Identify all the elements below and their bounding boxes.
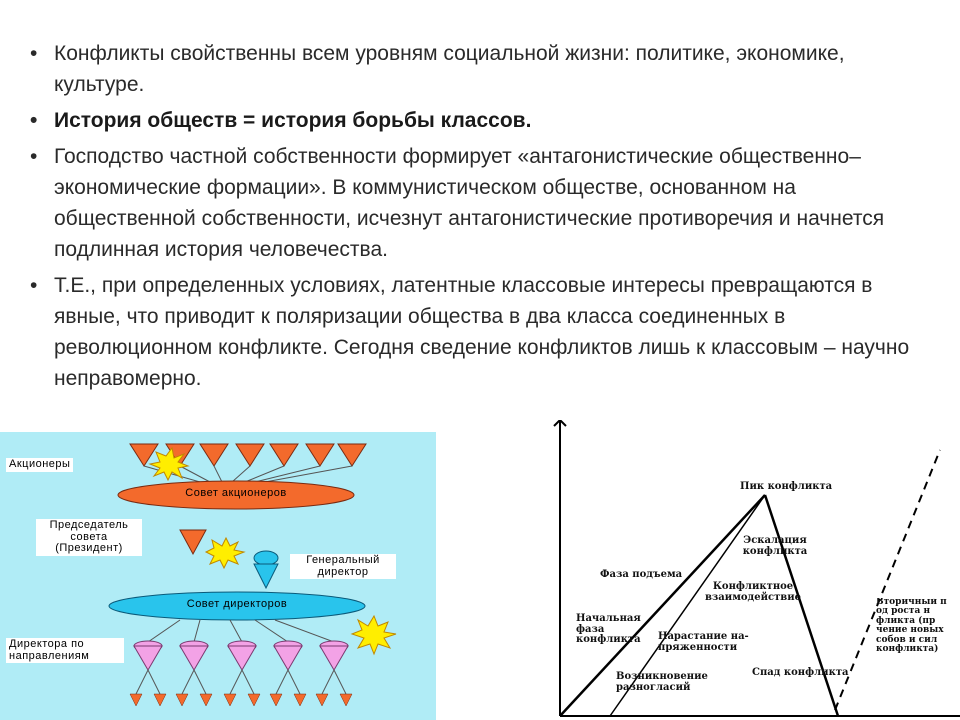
shareholder-cone: [236, 444, 264, 466]
conflict-burst-icon: [206, 538, 244, 568]
board-of-shareholders-label: Совет акционеров: [185, 487, 287, 499]
director-cones: [134, 641, 348, 670]
secondary-rise-dashed: [835, 450, 940, 710]
secondary-phase-label: Вторичный п од роста н фликта (пр чение новых собов и сил конфликта): [876, 598, 947, 655]
sub-cones: [130, 694, 352, 706]
sub-links: [136, 670, 346, 694]
chairman-cone: [180, 530, 206, 554]
general-director-head: [254, 551, 278, 565]
conflict-interaction-label: Конфликтное взаимодействие: [704, 581, 802, 603]
general-director-label: Генеральный директор: [290, 554, 396, 579]
bullet-item: • История обществ = история борьбы классов.: [30, 105, 910, 136]
board-of-directors-label: Совет директоров: [186, 598, 288, 610]
shareholder-cone: [200, 444, 228, 466]
bullet-item: • Т.Е., при определенных условиях, латентные классовые интересы превращаются в явные, что приводит к поляризации общества в два класса соединенных в революционном конфликте. Сегодня сведение конфликтов лишь к классовым – научно неправомерно.: [30, 270, 910, 394]
shareholders-label: Акционеры: [6, 458, 73, 472]
shareholder-cone: [270, 444, 298, 466]
tension-growth-label: Нарастание на-пряженности: [658, 631, 749, 653]
conflict-burst-icon: [352, 616, 396, 654]
bullet-list: [30, 38, 910, 399]
shareholder-cone: [338, 444, 366, 466]
org-chart-diagram: [0, 432, 436, 720]
decline-label: Спад конфликта: [752, 667, 849, 678]
bullet-item: • Конфликты свойственны всем уровням социальной жизни: политике, экономике, культуре.: [30, 38, 910, 100]
directors-by-area-label: Директора по направлениям: [6, 638, 124, 663]
peak-label: Пик конфликта: [740, 481, 833, 492]
emergence-label: Возникновение разногласий: [616, 671, 708, 693]
initial-phase-label: Начальная фаза конфликта: [576, 613, 641, 645]
general-director-cone: [254, 564, 278, 588]
conflict-dynamics-diagram: [540, 420, 960, 720]
escalation-label: Эскалация конфликта: [742, 535, 808, 557]
shareholder-cone: [130, 444, 158, 466]
decline-line: [765, 495, 838, 716]
chairman-label: Председатель совета (Президент): [36, 519, 142, 556]
shareholder-cone: [306, 444, 334, 466]
rise-phase-label: Фаза подъема: [600, 569, 683, 580]
director-links: [148, 620, 334, 642]
bullet-item: • Господство частной собственности формирует «антагонистические общественно–экономические формации». В коммунистическом обществе, основанном на общественной собственности, исчезнут антагонистические противоречия и начнется подлинная история человечества.: [30, 141, 910, 265]
